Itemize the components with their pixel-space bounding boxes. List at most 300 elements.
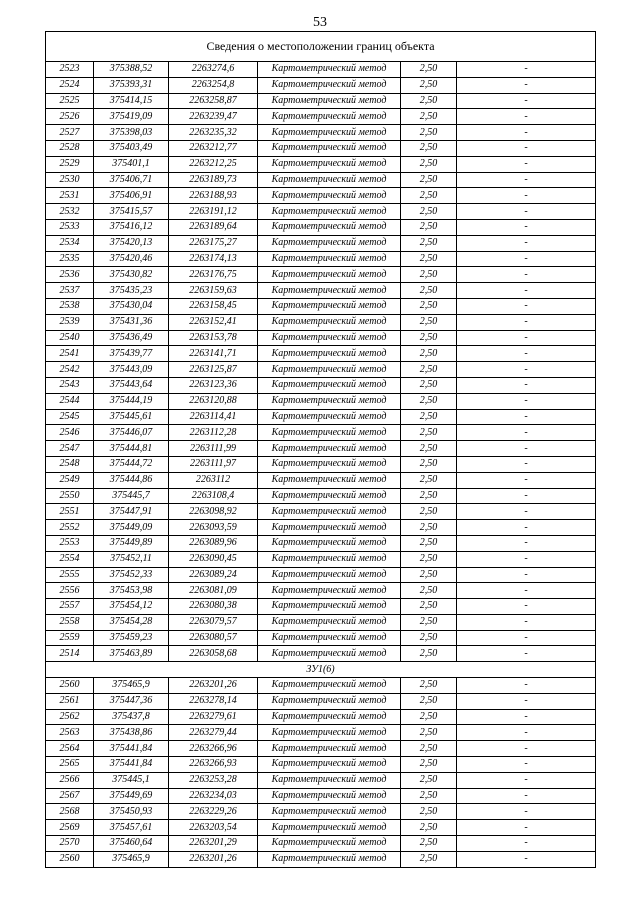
table-row xyxy=(46,772,596,788)
description-cell: - xyxy=(457,330,596,346)
y-coordinate-cell: 2263201,26 xyxy=(169,851,258,867)
y-coordinate-cell: 2263212,25 xyxy=(169,156,258,172)
description-cell: - xyxy=(457,93,596,109)
x-coordinate-cell: 375452,33 xyxy=(94,567,169,583)
accuracy-cell: 2,50 xyxy=(401,425,457,441)
accuracy-cell: 2,50 xyxy=(401,472,457,488)
table-row xyxy=(46,599,596,615)
description-cell: - xyxy=(457,630,596,646)
y-coordinate-cell: 2263089,96 xyxy=(169,535,258,551)
description-cell: - xyxy=(457,409,596,425)
description-cell: - xyxy=(457,567,596,583)
table-row xyxy=(46,709,596,725)
accuracy-cell: 2,50 xyxy=(401,314,457,330)
description-cell: - xyxy=(457,693,596,709)
method-cell: Картометрический метод xyxy=(258,709,401,725)
accuracy-cell: 2,50 xyxy=(401,614,457,630)
point-number-cell: 2568 xyxy=(46,804,94,820)
description-cell: - xyxy=(457,346,596,362)
point-number-cell: 2569 xyxy=(46,820,94,836)
accuracy-cell: 2,50 xyxy=(401,62,457,78)
table-row xyxy=(46,188,596,204)
accuracy-cell: 2,50 xyxy=(401,709,457,725)
y-coordinate-cell: 2263201,26 xyxy=(169,678,258,694)
x-coordinate-cell: 375463,89 xyxy=(94,646,169,662)
table-row xyxy=(46,172,596,188)
x-coordinate-cell: 375444,81 xyxy=(94,441,169,457)
accuracy-cell: 2,50 xyxy=(401,140,457,156)
accuracy-cell: 2,50 xyxy=(401,251,457,267)
point-number-cell: 2539 xyxy=(46,314,94,330)
y-coordinate-cell: 2263279,61 xyxy=(169,709,258,725)
point-number-cell: 2533 xyxy=(46,219,94,235)
x-coordinate-cell: 375447,91 xyxy=(94,504,169,520)
description-cell: - xyxy=(457,504,596,520)
point-number-cell: 2550 xyxy=(46,488,94,504)
accuracy-cell: 2,50 xyxy=(401,204,457,220)
y-coordinate-cell: 2263114,41 xyxy=(169,409,258,425)
point-number-cell: 2548 xyxy=(46,456,94,472)
accuracy-cell: 2,50 xyxy=(401,504,457,520)
y-coordinate-cell: 2263152,41 xyxy=(169,314,258,330)
accuracy-cell: 2,50 xyxy=(401,77,457,93)
point-number-cell: 2561 xyxy=(46,693,94,709)
description-cell: - xyxy=(457,393,596,409)
y-coordinate-cell: 2263188,93 xyxy=(169,188,258,204)
method-cell: Картометрический метод xyxy=(258,599,401,615)
method-cell: Картометрический метод xyxy=(258,93,401,109)
y-coordinate-cell: 2263235,32 xyxy=(169,125,258,141)
description-cell: - xyxy=(457,520,596,536)
method-cell: Картометрический метод xyxy=(258,630,401,646)
method-cell: Картометрический метод xyxy=(258,393,401,409)
x-coordinate-cell: 375449,69 xyxy=(94,788,169,804)
accuracy-cell: 2,50 xyxy=(401,583,457,599)
table-row xyxy=(46,346,596,362)
accuracy-cell: 2,50 xyxy=(401,741,457,757)
description-cell: - xyxy=(457,283,596,299)
y-coordinate-cell: 2263123,36 xyxy=(169,377,258,393)
x-coordinate-cell: 375439,77 xyxy=(94,346,169,362)
method-cell: Картометрический метод xyxy=(258,757,401,773)
y-coordinate-cell: 2263112,28 xyxy=(169,425,258,441)
accuracy-cell: 2,50 xyxy=(401,377,457,393)
point-number-cell: 2524 xyxy=(46,77,94,93)
x-coordinate-cell: 375436,49 xyxy=(94,330,169,346)
description-cell: - xyxy=(457,646,596,662)
table-row xyxy=(46,425,596,441)
description-cell: - xyxy=(457,456,596,472)
y-coordinate-cell: 2263093,59 xyxy=(169,520,258,536)
accuracy-cell: 2,50 xyxy=(401,267,457,283)
description-cell: - xyxy=(457,425,596,441)
description-cell: - xyxy=(457,472,596,488)
y-coordinate-cell: 2263201,29 xyxy=(169,836,258,852)
point-number-cell: 2523 xyxy=(46,62,94,78)
x-coordinate-cell: 375454,12 xyxy=(94,599,169,615)
x-coordinate-cell: 375460,64 xyxy=(94,836,169,852)
y-coordinate-cell: 2263254,8 xyxy=(169,77,258,93)
description-cell: - xyxy=(457,204,596,220)
x-coordinate-cell: 375441,84 xyxy=(94,757,169,773)
point-number-cell: 2563 xyxy=(46,725,94,741)
x-coordinate-cell: 375446,07 xyxy=(94,425,169,441)
x-coordinate-cell: 375445,61 xyxy=(94,409,169,425)
accuracy-cell: 2,50 xyxy=(401,219,457,235)
y-coordinate-cell: 2263229,26 xyxy=(169,804,258,820)
table-row xyxy=(46,614,596,630)
point-number-cell: 2554 xyxy=(46,551,94,567)
x-coordinate-cell: 375416,12 xyxy=(94,219,169,235)
table-row xyxy=(46,441,596,457)
table-row xyxy=(46,77,596,93)
method-cell: Картометрический метод xyxy=(258,267,401,283)
table-row xyxy=(46,535,596,551)
y-coordinate-cell: 2263176,75 xyxy=(169,267,258,283)
y-coordinate-cell: 2263174,13 xyxy=(169,251,258,267)
method-cell: Картометрический метод xyxy=(258,693,401,709)
table-row xyxy=(46,283,596,299)
method-cell: Картометрический метод xyxy=(258,109,401,125)
point-number-cell: 2567 xyxy=(46,788,94,804)
table-row xyxy=(46,251,596,267)
point-number-cell: 2566 xyxy=(46,772,94,788)
method-cell: Картометрический метод xyxy=(258,820,401,836)
x-coordinate-cell: 375449,09 xyxy=(94,520,169,536)
point-number-cell: 2527 xyxy=(46,125,94,141)
x-coordinate-cell: 375465,9 xyxy=(94,678,169,694)
x-coordinate-cell: 375435,23 xyxy=(94,283,169,299)
accuracy-cell: 2,50 xyxy=(401,393,457,409)
description-cell: - xyxy=(457,156,596,172)
accuracy-cell: 2,50 xyxy=(401,235,457,251)
y-coordinate-cell: 2263080,57 xyxy=(169,630,258,646)
description-cell: - xyxy=(457,551,596,567)
method-cell: Картометрический метод xyxy=(258,219,401,235)
method-cell: Картометрический метод xyxy=(258,188,401,204)
method-cell: Картометрический метод xyxy=(258,409,401,425)
y-coordinate-cell: 2263274,6 xyxy=(169,62,258,78)
method-cell: Картометрический метод xyxy=(258,298,401,314)
accuracy-cell: 2,50 xyxy=(401,820,457,836)
table-title: Сведения о местоположении границ объекта xyxy=(46,32,596,62)
x-coordinate-cell: 375452,11 xyxy=(94,551,169,567)
description-cell: - xyxy=(457,488,596,504)
accuracy-cell: 2,50 xyxy=(401,109,457,125)
method-cell: Картометрический метод xyxy=(258,77,401,93)
method-cell: Картометрический метод xyxy=(258,235,401,251)
method-cell: Картометрический метод xyxy=(258,425,401,441)
y-coordinate-cell: 2263278,14 xyxy=(169,693,258,709)
method-cell: Картометрический метод xyxy=(258,567,401,583)
accuracy-cell: 2,50 xyxy=(401,535,457,551)
method-cell: Картометрический метод xyxy=(258,283,401,299)
point-number-cell: 2560 xyxy=(46,678,94,694)
x-coordinate-cell: 375447,36 xyxy=(94,693,169,709)
point-number-cell: 2535 xyxy=(46,251,94,267)
point-number-cell: 2546 xyxy=(46,425,94,441)
y-coordinate-cell: 2263125,87 xyxy=(169,362,258,378)
point-number-cell: 2559 xyxy=(46,630,94,646)
method-cell: Картометрический метод xyxy=(258,535,401,551)
method-cell: Картометрический метод xyxy=(258,125,401,141)
point-number-cell: 2532 xyxy=(46,204,94,220)
table-row xyxy=(46,204,596,220)
table-row xyxy=(46,488,596,504)
point-number-cell: 2542 xyxy=(46,362,94,378)
accuracy-cell: 2,50 xyxy=(401,678,457,694)
y-coordinate-cell: 2263189,64 xyxy=(169,219,258,235)
table-row xyxy=(46,741,596,757)
x-coordinate-cell: 375445,1 xyxy=(94,772,169,788)
y-coordinate-cell: 2263111,99 xyxy=(169,441,258,457)
description-cell: - xyxy=(457,535,596,551)
description-cell: - xyxy=(457,725,596,741)
description-cell: - xyxy=(457,678,596,694)
method-cell: Картометрический метод xyxy=(258,472,401,488)
description-cell: - xyxy=(457,788,596,804)
table-row xyxy=(46,646,596,662)
method-cell: Картометрический метод xyxy=(258,725,401,741)
x-coordinate-cell: 375398,03 xyxy=(94,125,169,141)
table-row xyxy=(46,393,596,409)
point-number-cell: 2534 xyxy=(46,235,94,251)
table-row xyxy=(46,504,596,520)
description-cell: - xyxy=(457,172,596,188)
y-coordinate-cell: 2263111,97 xyxy=(169,456,258,472)
point-number-cell: 2514 xyxy=(46,646,94,662)
table-row xyxy=(46,804,596,820)
point-number-cell: 2526 xyxy=(46,109,94,125)
table-row xyxy=(46,851,596,867)
x-coordinate-cell: 375406,71 xyxy=(94,172,169,188)
accuracy-cell: 2,50 xyxy=(401,520,457,536)
x-coordinate-cell: 375430,82 xyxy=(94,267,169,283)
method-cell: Картометрический метод xyxy=(258,788,401,804)
accuracy-cell: 2,50 xyxy=(401,599,457,615)
description-cell: - xyxy=(457,614,596,630)
y-coordinate-cell: 2263203,54 xyxy=(169,820,258,836)
table-row xyxy=(46,551,596,567)
x-coordinate-cell: 375444,19 xyxy=(94,393,169,409)
accuracy-cell: 2,50 xyxy=(401,851,457,867)
accuracy-cell: 2,50 xyxy=(401,804,457,820)
description-cell: - xyxy=(457,267,596,283)
method-cell: Картометрический метод xyxy=(258,614,401,630)
point-number-cell: 2570 xyxy=(46,836,94,852)
y-coordinate-cell: 2263266,93 xyxy=(169,757,258,773)
point-number-cell: 2562 xyxy=(46,709,94,725)
description-cell: - xyxy=(457,709,596,725)
y-coordinate-cell: 2263258,87 xyxy=(169,93,258,109)
y-coordinate-cell: 2263080,38 xyxy=(169,599,258,615)
description-cell: - xyxy=(457,583,596,599)
point-number-cell: 2540 xyxy=(46,330,94,346)
method-cell: Картометрический метод xyxy=(258,251,401,267)
accuracy-cell: 2,50 xyxy=(401,125,457,141)
point-number-cell: 2552 xyxy=(46,520,94,536)
y-coordinate-cell: 2263253,28 xyxy=(169,772,258,788)
table-row xyxy=(46,314,596,330)
point-number-cell: 2543 xyxy=(46,377,94,393)
description-cell: - xyxy=(457,77,596,93)
point-number-cell: 2560 xyxy=(46,851,94,867)
section-label: ЗУ1(6) xyxy=(46,662,596,678)
method-cell: Картометрический метод xyxy=(258,441,401,457)
x-coordinate-cell: 375443,64 xyxy=(94,377,169,393)
description-cell: - xyxy=(457,851,596,867)
point-number-cell: 2551 xyxy=(46,504,94,520)
x-coordinate-cell: 375445,7 xyxy=(94,488,169,504)
point-number-cell: 2531 xyxy=(46,188,94,204)
accuracy-cell: 2,50 xyxy=(401,298,457,314)
point-number-cell: 2565 xyxy=(46,757,94,773)
accuracy-cell: 2,50 xyxy=(401,757,457,773)
x-coordinate-cell: 375388,52 xyxy=(94,62,169,78)
description-cell: - xyxy=(457,235,596,251)
method-cell: Картометрический метод xyxy=(258,330,401,346)
method-cell: Картометрический метод xyxy=(258,456,401,472)
accuracy-cell: 2,50 xyxy=(401,646,457,662)
accuracy-cell: 2,50 xyxy=(401,788,457,804)
y-coordinate-cell: 2263098,92 xyxy=(169,504,258,520)
y-coordinate-cell: 2263081,09 xyxy=(169,583,258,599)
method-cell: Картометрический метод xyxy=(258,172,401,188)
description-cell: - xyxy=(457,251,596,267)
section-row xyxy=(46,662,596,678)
y-coordinate-cell: 2263239,47 xyxy=(169,109,258,125)
accuracy-cell: 2,50 xyxy=(401,409,457,425)
point-number-cell: 2549 xyxy=(46,472,94,488)
description-cell: - xyxy=(457,298,596,314)
point-number-cell: 2564 xyxy=(46,741,94,757)
y-coordinate-cell: 2263089,24 xyxy=(169,567,258,583)
method-cell: Картометрический метод xyxy=(258,836,401,852)
y-coordinate-cell: 2263191,12 xyxy=(169,204,258,220)
x-coordinate-cell: 375454,28 xyxy=(94,614,169,630)
table-row xyxy=(46,630,596,646)
accuracy-cell: 2,50 xyxy=(401,188,457,204)
table-row xyxy=(46,520,596,536)
method-cell: Картометрический метод xyxy=(258,646,401,662)
method-cell: Картометрический метод xyxy=(258,156,401,172)
x-coordinate-cell: 375420,13 xyxy=(94,235,169,251)
description-cell: - xyxy=(457,109,596,125)
description-cell: - xyxy=(457,314,596,330)
x-coordinate-cell: 375403,49 xyxy=(94,140,169,156)
x-coordinate-cell: 375444,72 xyxy=(94,456,169,472)
x-coordinate-cell: 375450,93 xyxy=(94,804,169,820)
method-cell: Картометрический метод xyxy=(258,204,401,220)
table-title-row xyxy=(46,32,596,62)
x-coordinate-cell: 375437,8 xyxy=(94,709,169,725)
method-cell: Картометрический метод xyxy=(258,504,401,520)
x-coordinate-cell: 375406,91 xyxy=(94,188,169,204)
method-cell: Картометрический метод xyxy=(258,583,401,599)
accuracy-cell: 2,50 xyxy=(401,772,457,788)
method-cell: Картометрический метод xyxy=(258,851,401,867)
table-row xyxy=(46,583,596,599)
y-coordinate-cell: 2263175,27 xyxy=(169,235,258,251)
x-coordinate-cell: 375401,1 xyxy=(94,156,169,172)
table-row xyxy=(46,409,596,425)
description-cell: - xyxy=(457,188,596,204)
x-coordinate-cell: 375420,46 xyxy=(94,251,169,267)
point-number-cell: 2530 xyxy=(46,172,94,188)
description-cell: - xyxy=(457,772,596,788)
table-row xyxy=(46,693,596,709)
description-cell: - xyxy=(457,362,596,378)
accuracy-cell: 2,50 xyxy=(401,630,457,646)
table-row xyxy=(46,62,596,78)
point-number-cell: 2557 xyxy=(46,599,94,615)
y-coordinate-cell: 2263266,96 xyxy=(169,741,258,757)
point-number-cell: 2536 xyxy=(46,267,94,283)
table-row xyxy=(46,456,596,472)
x-coordinate-cell: 375459,23 xyxy=(94,630,169,646)
point-number-cell: 2544 xyxy=(46,393,94,409)
table-row xyxy=(46,125,596,141)
point-number-cell: 2545 xyxy=(46,409,94,425)
point-number-cell: 2547 xyxy=(46,441,94,457)
table-row xyxy=(46,678,596,694)
table-row xyxy=(46,298,596,314)
y-coordinate-cell: 2263234,03 xyxy=(169,788,258,804)
accuracy-cell: 2,50 xyxy=(401,567,457,583)
description-cell: - xyxy=(457,836,596,852)
accuracy-cell: 2,50 xyxy=(401,725,457,741)
y-coordinate-cell: 2263189,73 xyxy=(169,172,258,188)
x-coordinate-cell: 375438,86 xyxy=(94,725,169,741)
accuracy-cell: 2,50 xyxy=(401,156,457,172)
description-cell: - xyxy=(457,62,596,78)
accuracy-cell: 2,50 xyxy=(401,172,457,188)
y-coordinate-cell: 2263159,63 xyxy=(169,283,258,299)
table-row xyxy=(46,788,596,804)
y-coordinate-cell: 2263153,78 xyxy=(169,330,258,346)
x-coordinate-cell: 375457,61 xyxy=(94,820,169,836)
page-number: 53 xyxy=(313,15,327,30)
table-row xyxy=(46,267,596,283)
accuracy-cell: 2,50 xyxy=(401,456,457,472)
y-coordinate-cell: 2263112 xyxy=(169,472,258,488)
boundary-table xyxy=(45,31,596,868)
method-cell: Картометрический метод xyxy=(258,362,401,378)
method-cell: Картометрический метод xyxy=(258,346,401,362)
accuracy-cell: 2,50 xyxy=(401,362,457,378)
accuracy-cell: 2,50 xyxy=(401,346,457,362)
x-coordinate-cell: 375393,31 xyxy=(94,77,169,93)
description-cell: - xyxy=(457,757,596,773)
accuracy-cell: 2,50 xyxy=(401,283,457,299)
table-row xyxy=(46,156,596,172)
method-cell: Картометрический метод xyxy=(258,520,401,536)
table-row xyxy=(46,725,596,741)
table-row xyxy=(46,93,596,109)
method-cell: Картометрический метод xyxy=(258,741,401,757)
accuracy-cell: 2,50 xyxy=(401,693,457,709)
method-cell: Картометрический метод xyxy=(258,140,401,156)
description-cell: - xyxy=(457,125,596,141)
point-number-cell: 2528 xyxy=(46,140,94,156)
method-cell: Картометрический метод xyxy=(258,804,401,820)
y-coordinate-cell: 2263279,44 xyxy=(169,725,258,741)
method-cell: Картометрический метод xyxy=(258,377,401,393)
description-cell: - xyxy=(457,441,596,457)
accuracy-cell: 2,50 xyxy=(401,330,457,346)
accuracy-cell: 2,50 xyxy=(401,836,457,852)
x-coordinate-cell: 375419,09 xyxy=(94,109,169,125)
